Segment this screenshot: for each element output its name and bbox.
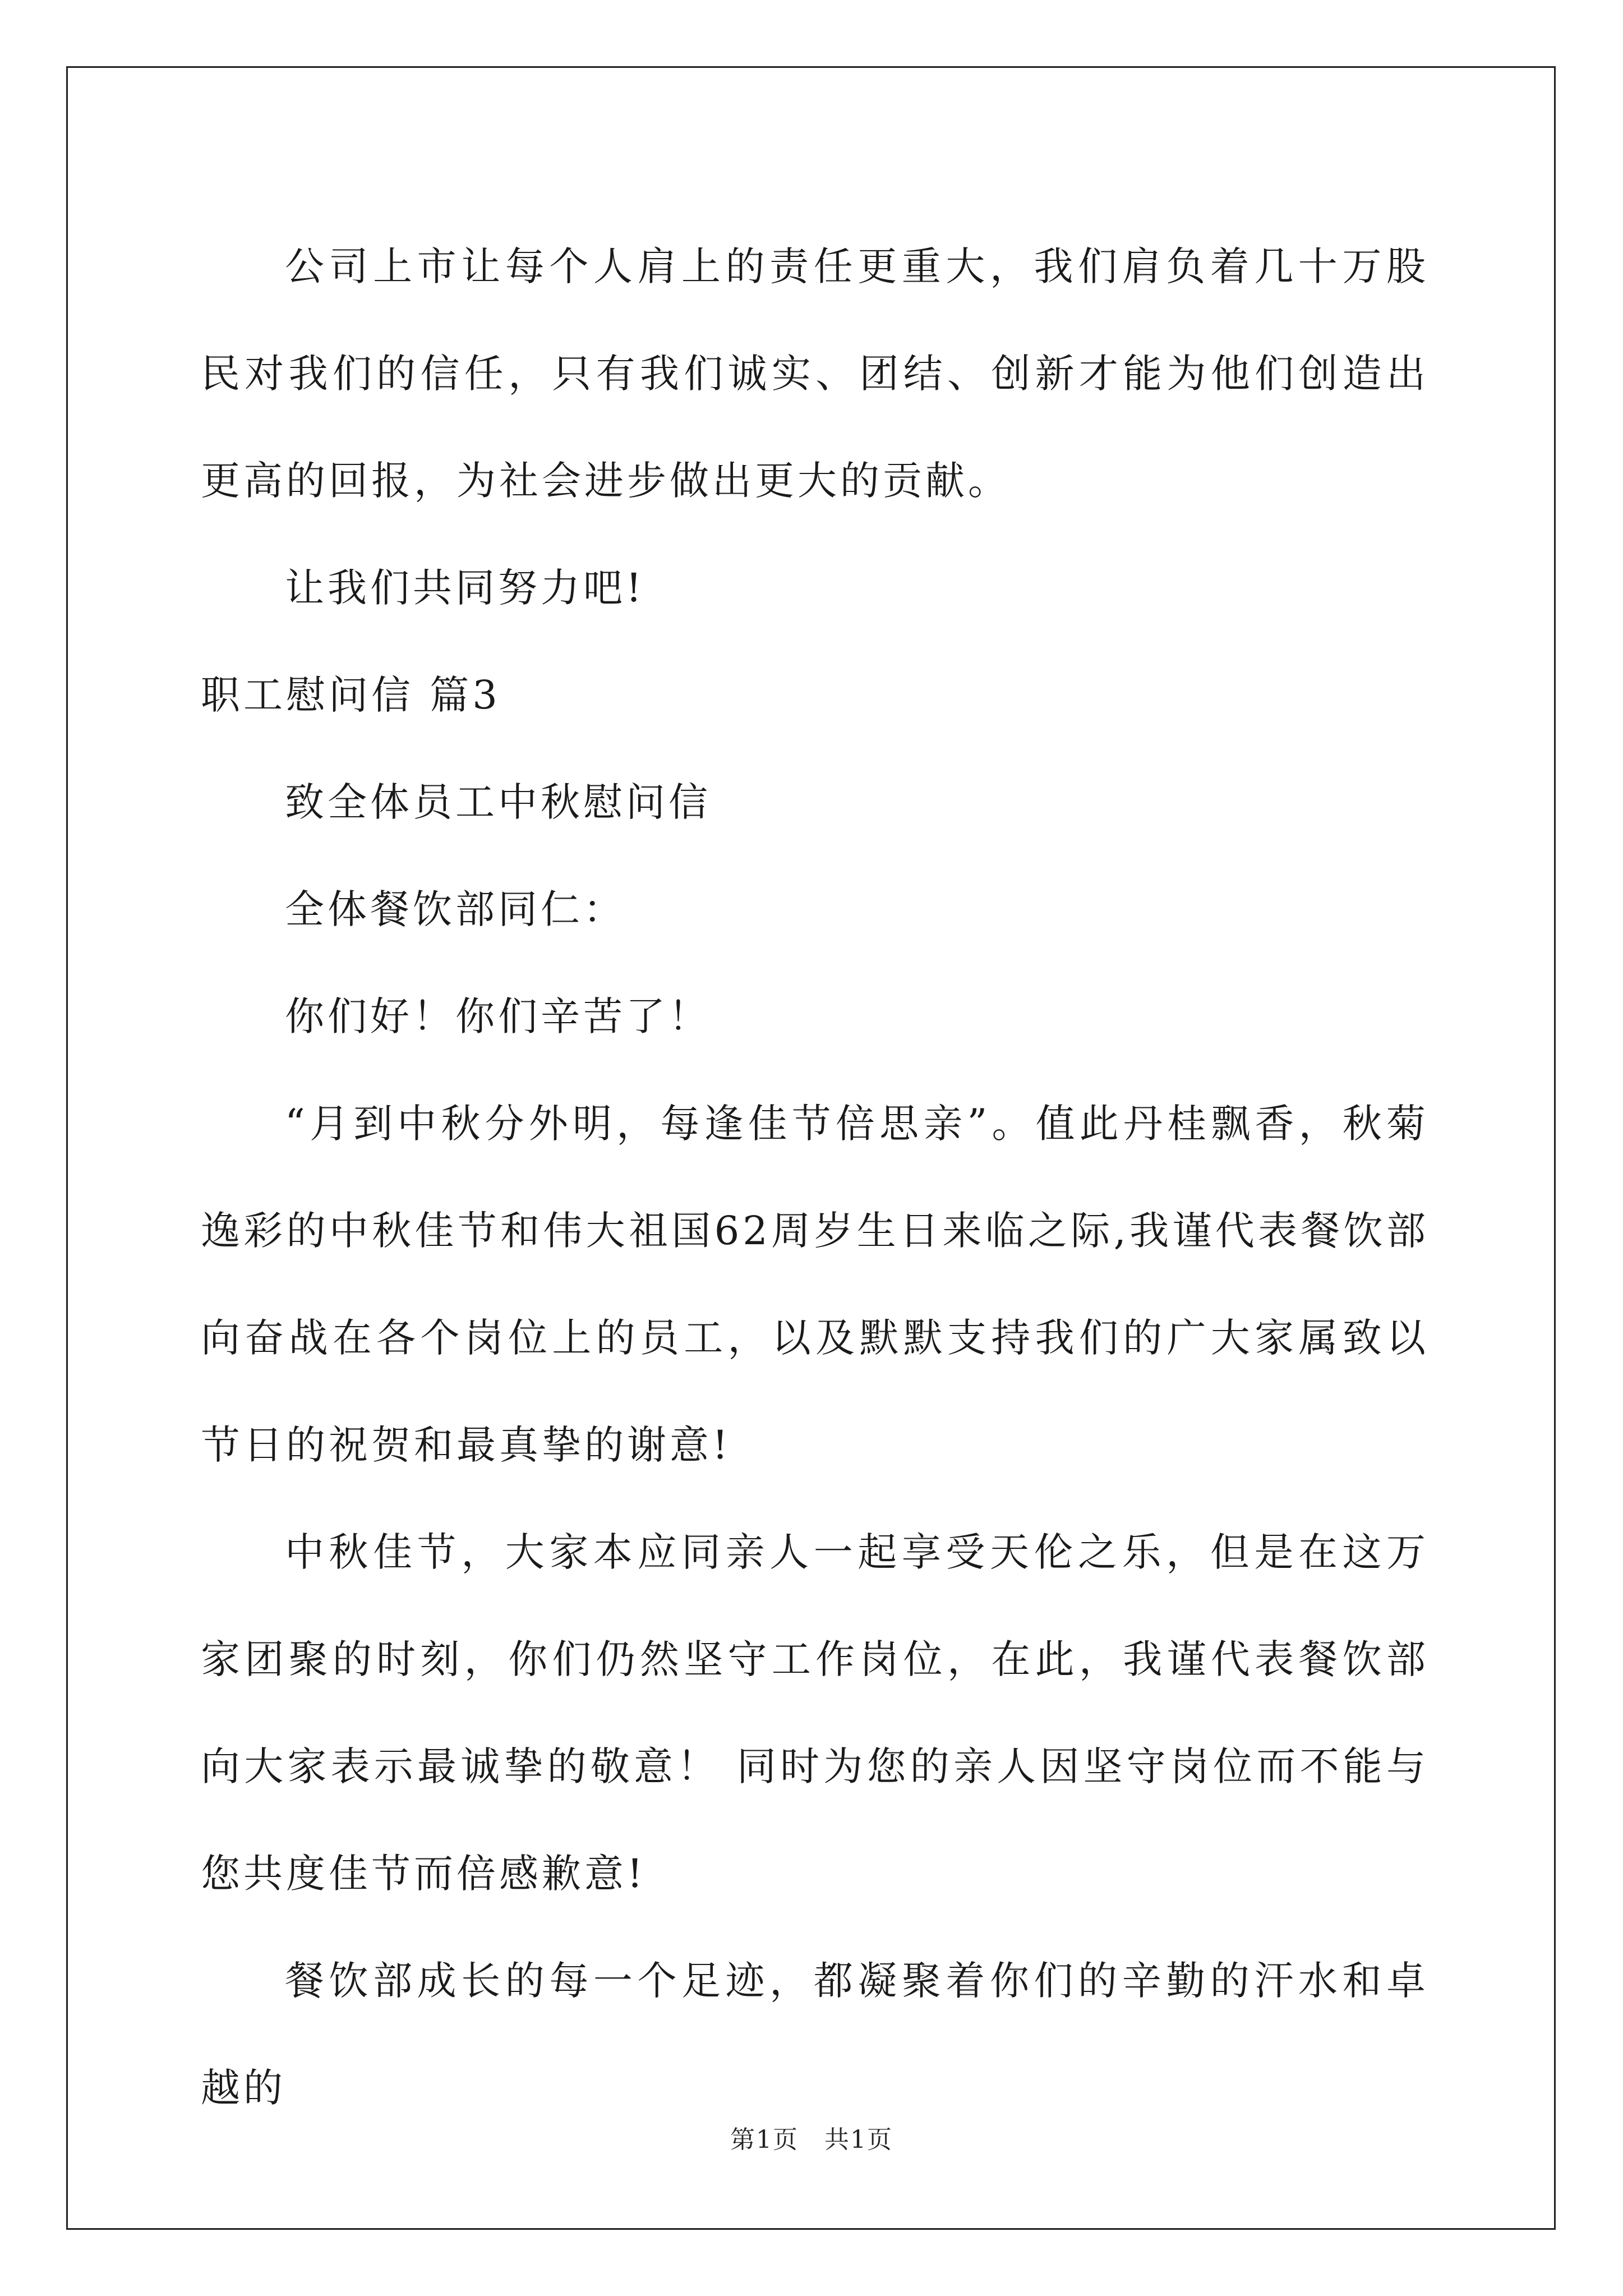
salutation: 全体餐饮部同仁： (285, 886, 626, 932)
paragraph: 中秋佳节，大家本应同亲人一起享受天伦之乐，但是在这万家团聚的时刻，你们仍然坚守工作岗位，在此，我谨代表餐饮部向大家表示最诚挚的敬意！ 同时为您的亲人因坚守岗位而不能与您共度佳节而倍感歉意! (201, 1529, 1429, 1897)
letter-title: 致全体员工中秋慰问信 (285, 779, 711, 825)
paragraph: “月到中秋分外明，每逢佳节倍思亲”。值此丹桂飘香，秋菊逸彩的中秋佳节和伟大祖国62周岁生日来临之际,我谨代表餐饮部向奋战在各个岗位上的员工，以及默默支持我们的广大家属致以节日的祝贺和最真挚的谢意! (201, 1101, 1429, 1468)
paragraph: 餐饮部成长的每一个足迹，都凝聚着你们的辛勤的汗水和卓越的 (201, 1958, 1429, 2111)
page-total: 共1页 (824, 2125, 893, 2154)
paragraph: 让我们共同努力吧! (285, 565, 645, 611)
document-body (201, 213, 1429, 2142)
paragraph: 公司上市让每个人肩上的责任更重大，我们肩负着几十万股民对我们的信任，只有我们诚实、团结、创新才能为他们创造出更高的回报，为社会进步做出更大的贡献。 (201, 243, 1429, 504)
greeting: 你们好！你们辛苦了！ (285, 993, 711, 1039)
page-footer (0, 2123, 1623, 2157)
section-heading: 职工慰问信 篇3 (201, 672, 501, 718)
page-number: 第1页 (730, 2125, 799, 2154)
